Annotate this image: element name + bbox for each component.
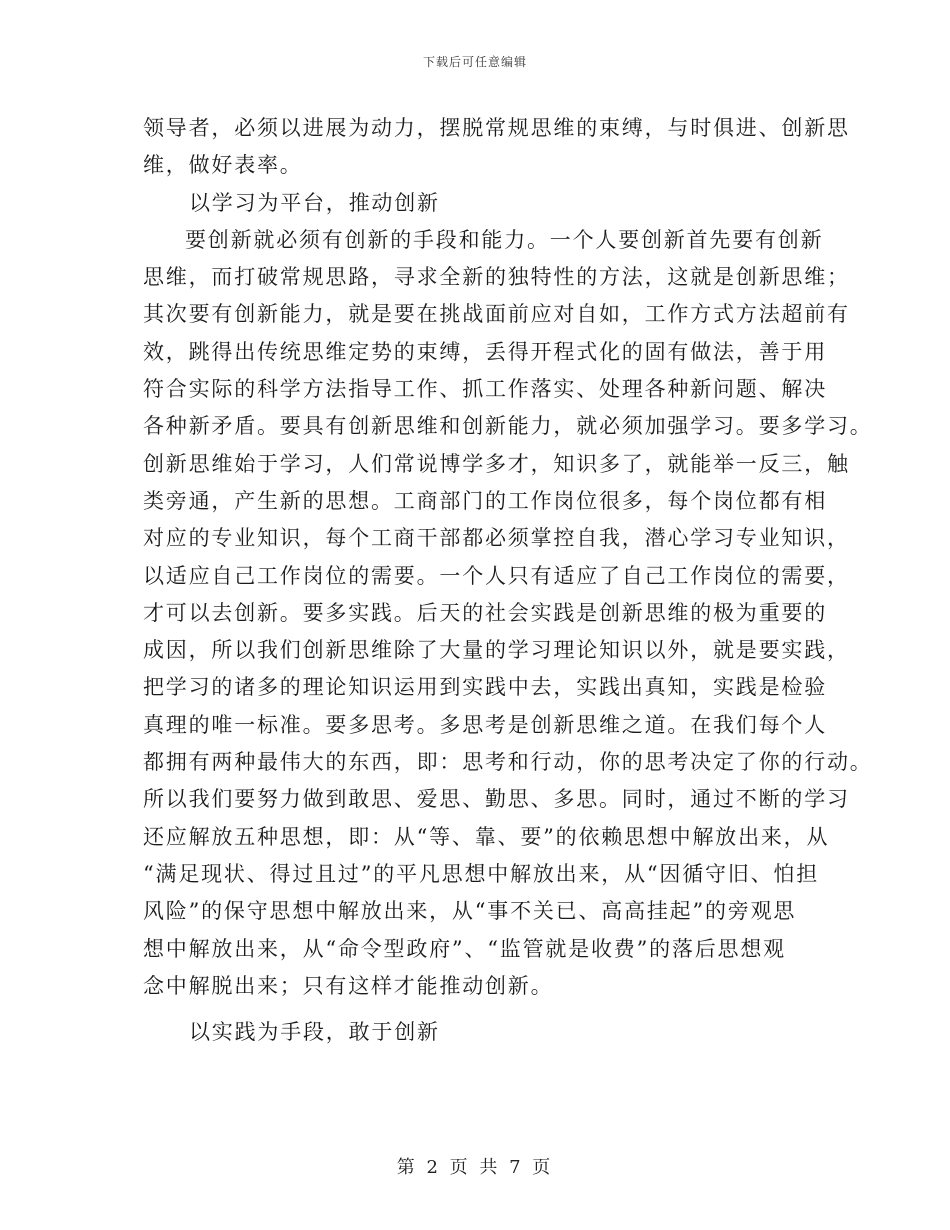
paragraph-line: 类旁通，产生新的思想。工商部门的工作岗位很多，每个岗位都有相 bbox=[143, 488, 827, 513]
paragraph-line: 都拥有两种最伟大的东西，即：思考和行动，你的思考决定了你的行动。 bbox=[143, 750, 873, 775]
paragraph-line: 各种新矛盾。要具有创新思维和创新能力，就必须加强学习。要多学习。 bbox=[143, 414, 873, 439]
section-heading: 以实践为手段，敢于创新 bbox=[189, 1020, 440, 1045]
paragraph-line: 才可以去创新。要多实践。后天的社会实践是创新思维的极为重要的 bbox=[143, 600, 827, 625]
paragraph-line: 其次要有创新能力，就是要在挑战面前应对自如，工作方式方法超前有 bbox=[143, 302, 850, 327]
paragraph-line: 符合实际的科学方法指导工作、抓工作落实、处理各种新问题、解决 bbox=[143, 377, 827, 402]
document-body bbox=[143, 110, 873, 1051]
paragraph-line: 要创新就必须有创新的手段和能力。一个人要创新首先要有创新 bbox=[185, 227, 824, 252]
paragraph-line: “满足现状、得过且过”的平凡思想中解放出来，从“因循守旧、怕担 bbox=[143, 861, 820, 886]
paragraph-line: 维，做好表率。 bbox=[143, 153, 303, 178]
paragraph-line: 以适应自己工作岗位的需要。一个人只有适应了自己工作岗位的需要， bbox=[143, 563, 850, 588]
paragraph-line: 创新思维始于学习，人们常说博学多才，知识多了，就能举一反三，触 bbox=[143, 451, 850, 476]
section-heading: 以学习为平台，推动创新 bbox=[189, 190, 440, 215]
paragraph-line: 想中解放出来，从“命令型政府”、“监管就是收费”的落后思想观 bbox=[143, 936, 786, 961]
paragraph-line: 还应解放五种思想，即：从“等、靠、要”的依赖思想中解放出来，从 bbox=[143, 824, 830, 849]
page-header: 下载后可任意编辑 bbox=[422, 55, 527, 69]
paragraph-spacer bbox=[143, 1005, 833, 1014]
paragraph-line: 所以我们要努力做到敢思、爱思、勤思、多思。同时，通过不断的学习 bbox=[143, 787, 850, 812]
paragraph-line: 领导者，必须以进展为动力，摆脱常规思维的束缚，与时俱进、创新思 bbox=[143, 116, 850, 140]
paragraph-line: 风险”的保守思想中解放出来，从“事不关已、高高挂起”的旁观思 bbox=[143, 899, 797, 924]
paragraph-line: 思维，而打破常规思路，寻求全新的独特性的方法，这就是创新思维； bbox=[143, 265, 850, 290]
paragraph-line: 真理的唯一标准。要多思考。多思考是创新思维之道。在我们每个人 bbox=[143, 712, 827, 737]
paragraph-line: 成因，所以我们创新思维除了大量的学习理论知识以外，就是要实践， bbox=[143, 638, 850, 663]
paragraph-line: 念中解脱出来；只有这样才能推动创新。 bbox=[143, 973, 554, 998]
page-number-footer: 第 2 页 共 7 页 bbox=[396, 1157, 554, 1178]
paragraph-line: 把学习的诸多的理论知识运用到实践中去，实践出真知，实践是检验 bbox=[143, 675, 827, 700]
paragraph-line: 效，跳得出传统思维定势的束缚，丢得开程式化的固有做法，善于用 bbox=[143, 339, 827, 364]
paragraph-line: 对应的专业知识，每个工商干部都必须掌控自我，潜心学习专业知识， bbox=[143, 526, 850, 551]
